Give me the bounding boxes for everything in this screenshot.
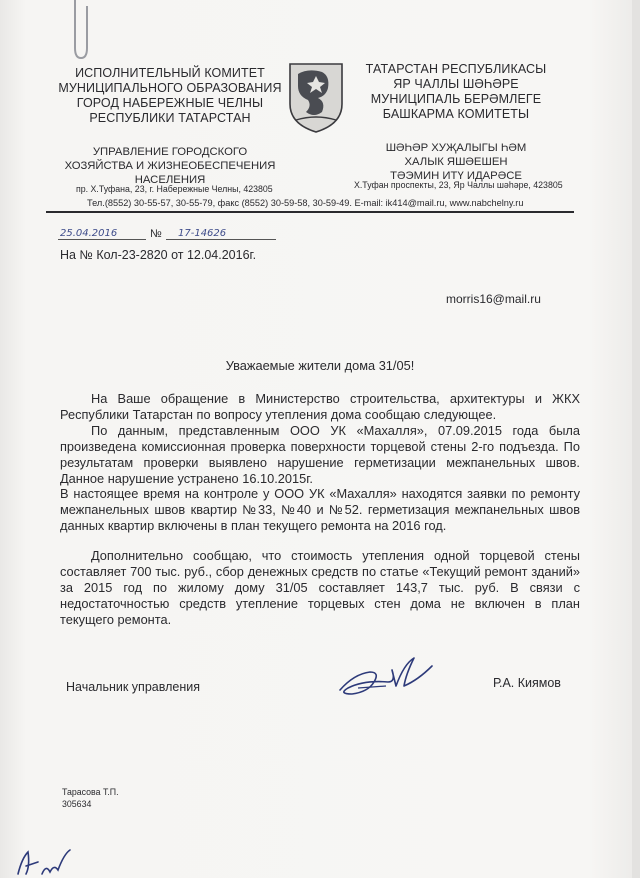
salutation: Уважаемые жители дома 31/05! (225, 358, 415, 373)
right-dept-line: ШӘҺӘР ХУҖАЛЫГЫ ҺӘМ (385, 142, 527, 154)
executor-phone: 305634 (62, 799, 92, 809)
handwritten-signature-icon (334, 652, 438, 698)
right-org-line: БАШКАРМА КОМИТЕТЫ (382, 107, 530, 121)
left-org-line: РЕСПУБЛИКИ ТАТАРСТАН (89, 111, 251, 125)
registration-number: 17-14626 (178, 228, 227, 239)
right-address: Х.Туфан проспекты, 23, Яр Чаллы шәһәре, 423805 (354, 180, 563, 190)
city-coat-of-arms-icon (286, 60, 346, 134)
right-dept-name (346, 141, 566, 183)
body-paragraph-2: По данным, представленным ООО УК «Махалля», 07.09.2015 года была произведена комиссионная проверка поверхности торцевой стены 2-го подъезда. По результатам проверки выявлено нарушение герметизации межпанельных швов. Данное нарушение устранено 16.10.2015г. (60, 422, 580, 486)
left-dept-line: ХОЗЯЙСТВА И ЖИЗНЕОБЕСПЕЧЕНИЯ (64, 160, 276, 172)
left-dept-line: УПРАВЛЕНИЕ ГОРОДСКОГО (92, 146, 248, 158)
left-org-line: МУНИЦИПАЛЬНОГО ОБРАЗОВАНИЯ (58, 81, 282, 95)
header-right (346, 62, 566, 183)
right-org-line: МУНИЦИПАЛЬ БЕРӘМЛЕГЕ (370, 92, 542, 106)
left-org-line: ГОРОД НАБЕРЕЖНЫЕ ЧЕЛНЫ (76, 96, 264, 110)
registration-date: 25.04.2016 (60, 228, 118, 239)
reference-line: На № Кол-23-2820 от 12.04.2016г. (60, 248, 257, 262)
right-dept-line: ТӘЭМИН ИТҮ ИДАРӘСЕ (390, 170, 522, 182)
left-address: пр. Х.Туфана, 23, г. Набережные Челны, 423805 (76, 184, 273, 194)
right-org-name (346, 62, 566, 122)
registration-date-line (58, 239, 146, 240)
page-edge-shadow (632, 0, 640, 878)
body-paragraph-4: Дополнительно сообщаю, что стоимость утепления одной торцевой стены составляет 700 тыс. руб., сбор денежных средств по статье «Текущий ремонт зданий» за 2015 год по жилому дому 31/05 составляет 143,7 тыс. руб. В связи с недостаточностью средств утепление торцевых стен дома не включен в план текущего ремонта. (60, 548, 580, 627)
signatory-name: Р.А. Киямов (493, 676, 561, 690)
left-dept-line: НАСЕЛЕНИЯ (134, 174, 206, 186)
right-org-line: ЯР ЧАЛЛЫ ШӘҺӘРЕ (393, 77, 519, 91)
left-org-name (50, 66, 290, 126)
contacts-line: Тел.(8552) 30-55-57, 30-55-79, факс (8552) 30-59-58, 30-59-49. E-mail: ik414@mail.ru, www.nabchelny.ru (87, 198, 524, 208)
body-paragraph-3: В настоящее время на контроле у ООО УК «Махалля» находятся заявки по ремонту межпанельных швов квартир №33, №40 и №52. герметизация межпанельных швов данных квартир включены в план текущего ремонта на 2016 год. (60, 486, 580, 534)
executor-name: Тарасова Т.П. (62, 787, 119, 797)
header-left (50, 66, 290, 187)
recipient-email: morris16@mail.ru (446, 292, 541, 306)
registration-number-sign: № (150, 228, 162, 240)
left-dept-name (50, 145, 290, 187)
handwritten-mark-icon (14, 846, 72, 878)
signatory-position: Начальник управления (66, 680, 200, 694)
left-org-line: ИСПОЛНИТЕЛЬНЫЙ КОМИТЕТ (75, 66, 265, 80)
registration-number-line (166, 239, 276, 240)
right-org-line: ТАТАРСТАН РЕСПУБЛИКАСЫ (365, 62, 547, 76)
body-paragraph-1: На Ваше обращение в Министерство строительства, архитектуры и ЖКХ Республики Татарстан по вопросу утепления дома сообщаю следующее. (60, 391, 580, 422)
paper-clip-icon (67, 0, 93, 62)
right-dept-line: ХАЛЫК ЯШӘЕШЕН (404, 156, 508, 168)
executor-block (62, 786, 119, 810)
letter-body (60, 391, 580, 628)
header-divider (46, 211, 574, 213)
